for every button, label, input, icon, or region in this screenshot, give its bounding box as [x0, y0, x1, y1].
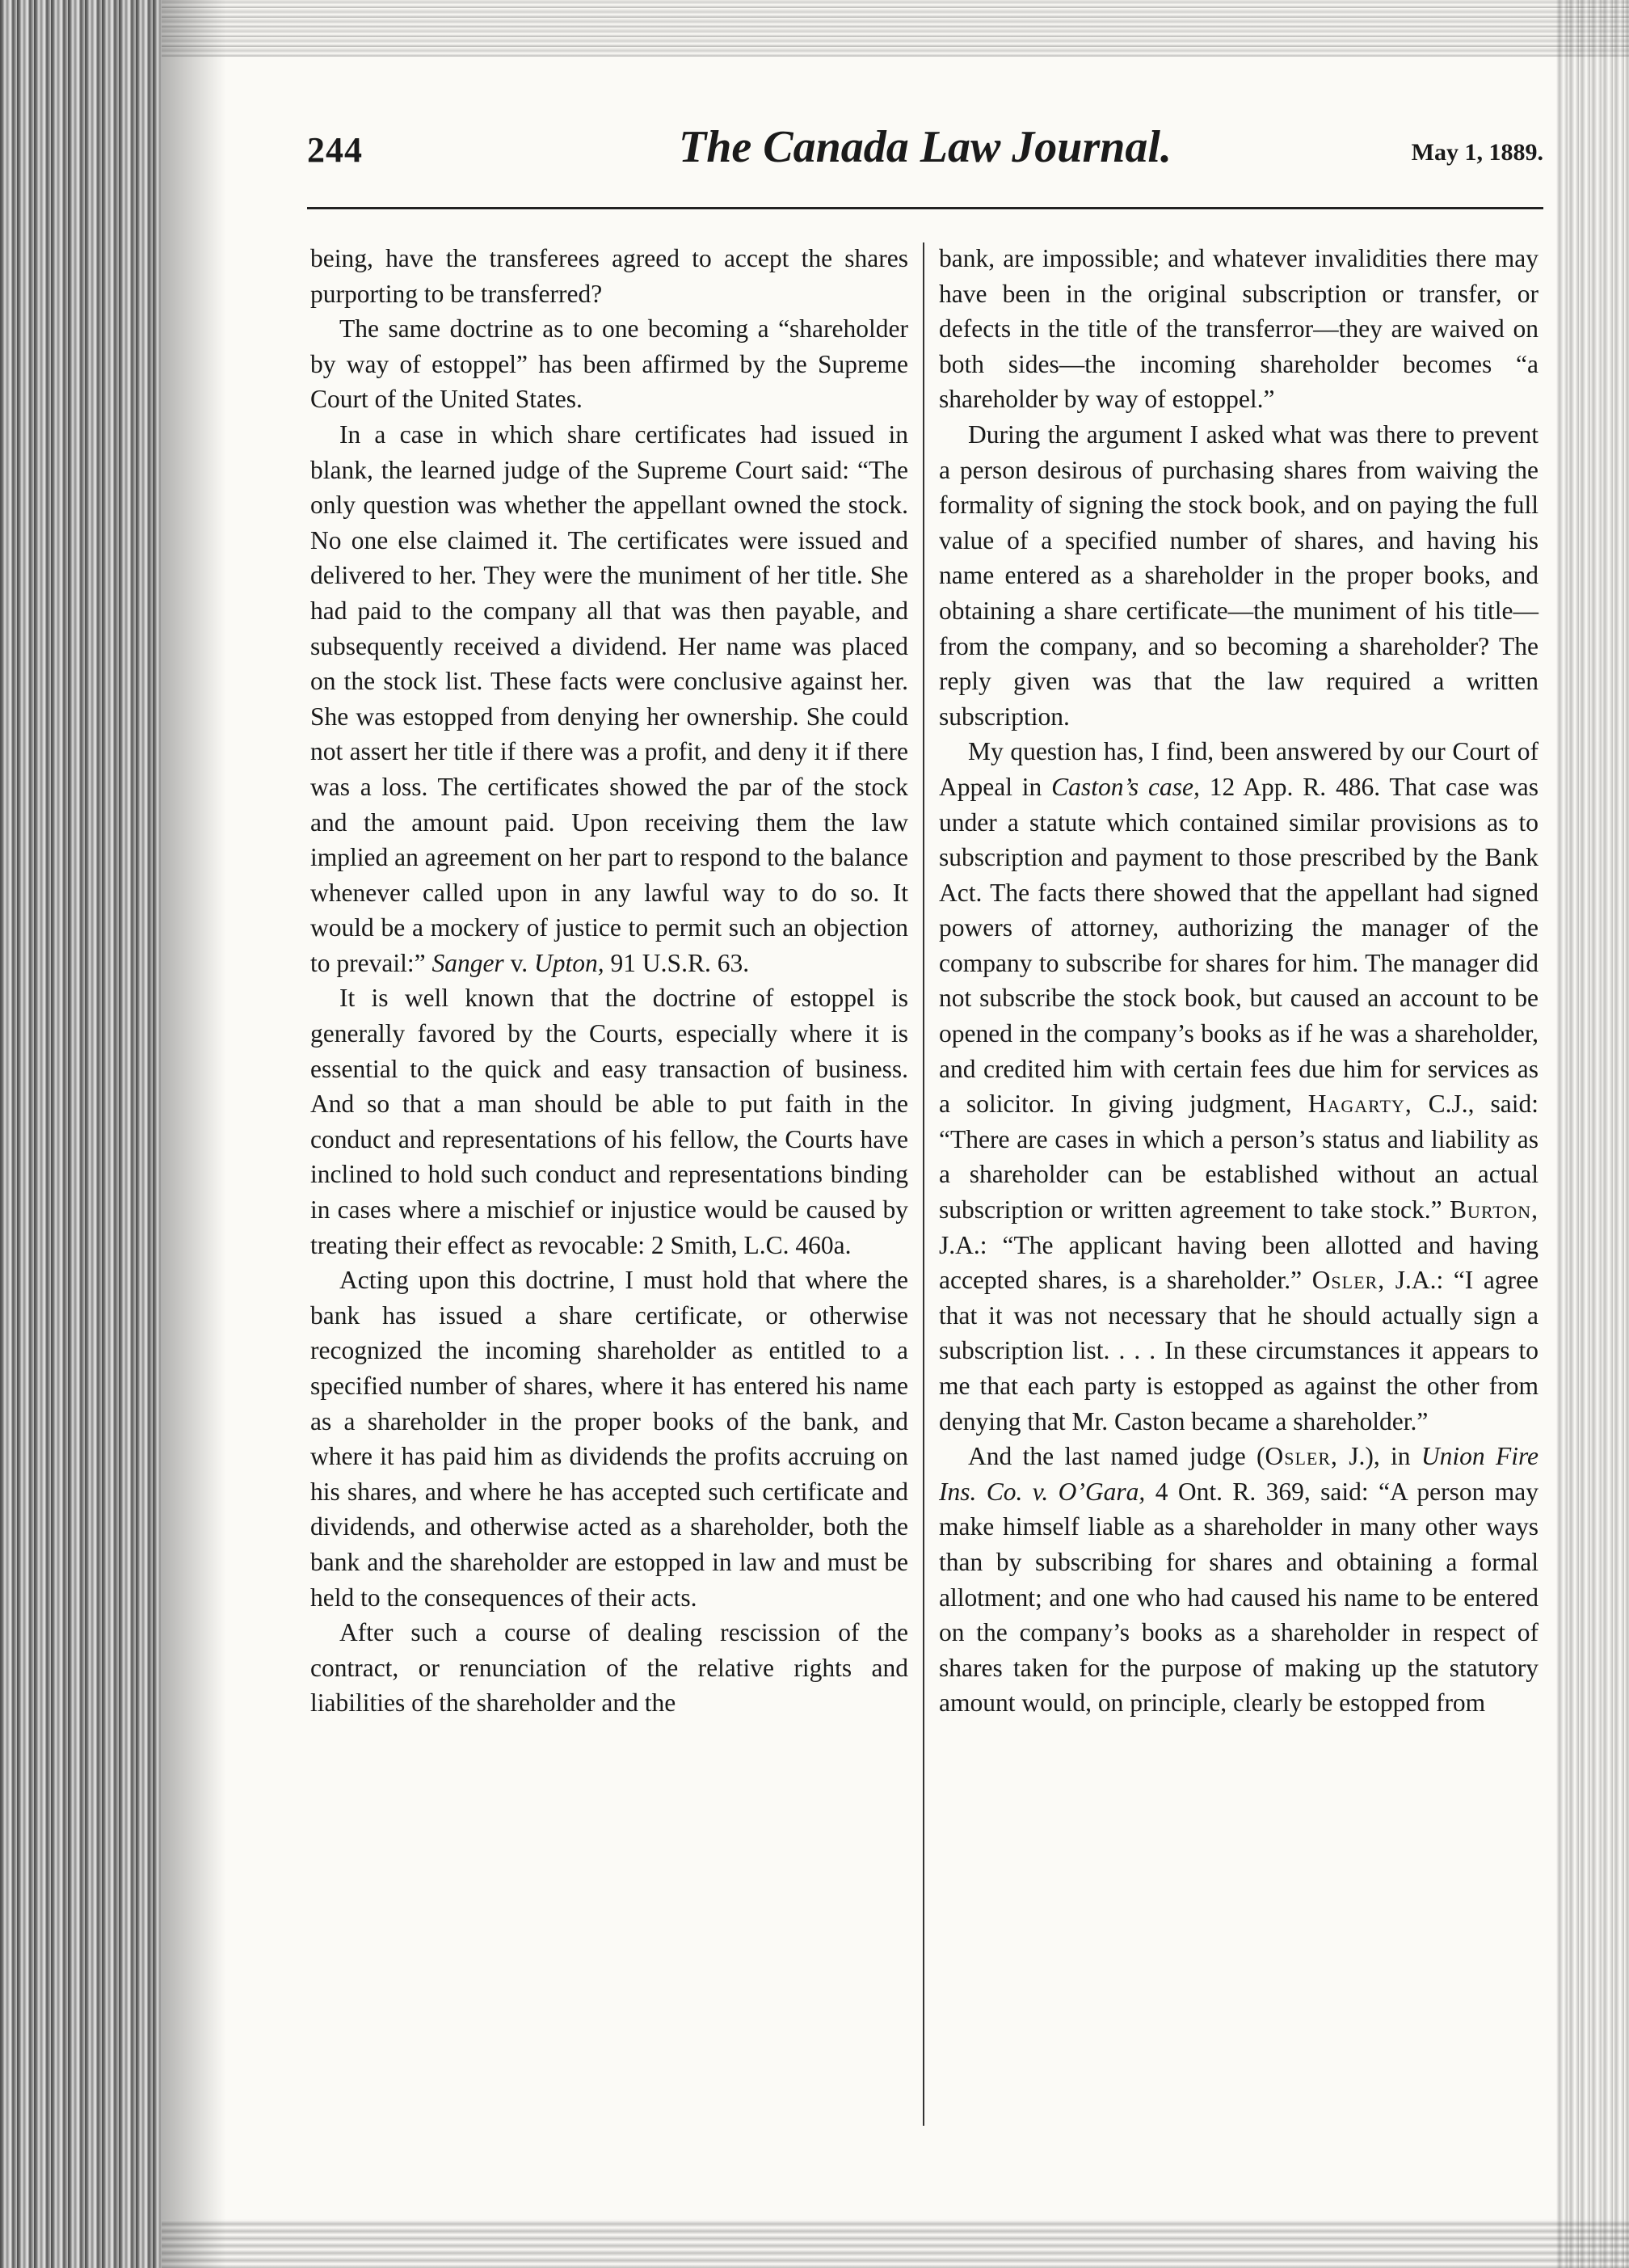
paragraph: After such a course of dealing rescission of the contract, or renunciation of the relative rights and liabilities of the shareholder and the — [310, 1618, 908, 1718]
paragraph: It is well known that the doctrine of estoppel is generally favored by the Courts, especially where it is essential to the quick and easy transaction of business. And so that a man should be able to put faith in the conduct and representations of his fellow, the Courts have inclined to hold such conduct and representations binding in cases where a mischief or injustice would be caused by treating their effect as revocable: 2 Smith, L.C. 460a. — [310, 984, 908, 1259]
paragraph — [939, 734, 1538, 1439]
right-column — [939, 241, 1538, 1721]
case-name: Union Fire Ins. Co. v. O’Gara, — [939, 1442, 1539, 1506]
paragraph: During the argument I asked what was there to prevent a person desirous of purchasing shares from waiving the formality of signing the stock book, and on paying the full value of a specified number of shares, and having his name entered as a shareholder in the proper books, and obtaining a share certificate—the muniment of his title—from the company, and so becoming a shareholder? The reply given was that the law required a written subscription. — [939, 419, 1538, 731]
text-run: J.), in — [1349, 1442, 1411, 1471]
paragraph — [939, 1439, 1538, 1721]
header-rule — [307, 207, 1543, 209]
scan-edge-top — [162, 0, 1629, 57]
text-run: C.J., said: “There are cases in which a person’s status and liability as a shareholder can be established without an actual subscription or written agreement to take stock.” — [939, 1090, 1538, 1225]
left-column — [310, 241, 908, 1721]
judge-name: Osler, — [1311, 1266, 1386, 1295]
scan-edge-bottom — [162, 2220, 1629, 2268]
judge-name: Burton, — [1450, 1195, 1538, 1225]
text-run: J.A.: “I agree that it was not necessary that he should actually sign a subscription list. . . . In these circumstances it appears to me that each party is estopped as against the other from denying that Mr. Caston became a shareholder.” — [939, 1266, 1539, 1435]
binding-edge-left — [0, 0, 162, 2268]
judge-name: Hagarty, — [1307, 1090, 1412, 1119]
citation: 91 U.S.R. 63. — [610, 948, 750, 977]
text-run: 4 Ont. R. 369, said: “A person may make himself liable as a shareholder in many other ways than by subscribing for shares and obtaining a formal allotment; and one who had caused his name to be entered on the company’s books as a shareholder in respect of shares taken for the purpose of making up the statutory amount would, on principle, clearly be estopped from — [939, 1477, 1538, 1718]
judge-name: Osler, — [1265, 1442, 1338, 1471]
paragraph: being, have the transferees agreed to accept the shares purporting to be transferred? — [310, 244, 908, 308]
case-name: Caston’s case, — [1051, 772, 1200, 801]
paragraph: The same doctrine as to one becoming a “shareholder by way of estoppel” has been affirmed by the Supreme Court of the United States. — [310, 314, 908, 414]
text-run: My question has, I find, been answered by our Court of Appeal in — [939, 737, 1538, 801]
case-name: Upton, — [534, 948, 604, 977]
text-run: And the last named judge ( — [968, 1442, 1265, 1471]
page-number: 244 — [307, 130, 363, 170]
text-run: J.A.: “The applicant having been allotted and having accepted shares, is a shareholder.” — [939, 1230, 1538, 1295]
paragraph — [310, 417, 908, 981]
paragraph: bank, are impossible; and whatever invalidities there may have been in the original subscription or transfer, or defects in the title of the transferror—they are waived on both sides—the incoming shareholder becomes “a shareholder by way of estoppel.” — [939, 244, 1538, 414]
versus: v. — [510, 948, 528, 977]
page-header — [307, 121, 1543, 194]
paragraph: Acting upon this doctrine, I must hold that where the bank has issued a share certificate, or otherwise recognized the incoming shareholder as entitled to a specified number of shares, where it has entered his name as a shareholder in the proper books of the bank, and where it has paid him as dividends the profits accruing on his shares, and where he has accepted such certificate and dividends, and otherwise acted as a shareholder, both the bank and the shareholder are estopped in law and must be held to the consequences of their acts. — [310, 1266, 908, 1612]
running-title: The Canada Law Journal. — [679, 122, 1172, 172]
text-run: 12 App. R. 486. That case was under a statute which contained similar provisions as to subscription and payment to those prescribed by the Bank Act. The facts there showed that the appellant had signed powers of attorney, authorizing the manager of the company to subscribe for shares for him. The manager did not subscribe the stock book, but caused an account to be opened in the company’s books as if he was a shareholder, and credited him with certain fees due him for services as a solicitor. In giving judgment, — [939, 772, 1539, 1119]
case-name: Sanger — [431, 948, 504, 977]
issue-date: May 1, 1889. — [1411, 139, 1543, 166]
quotation-text: In a case in which share certificates had issued in blank, the learned judge of the Supreme Court said: “The only question was whether the appellant owned the stock. No one else claimed it. The certificates were issued and delivered to her. They were the muniment of her title. She had paid to the company all that was then payable, and subsequently received a dividend. Her name was placed on the stock list. These facts were conclusive against her. She was estopped from denying her ownership. She could not assert her title if there was a profit, and deny it if there was a loss. The certificates showed the par of the stock and the amount paid. Upon receiving them the law implied an agreement on her part to respond to the balance whenever called upon in any lawful way to do so. It would be a mockery of justice to permit such an objection to prevail:” — [310, 419, 908, 977]
column-divider — [923, 242, 924, 2126]
binding-shadow — [162, 0, 226, 2268]
scan-edge-right — [1556, 0, 1629, 2268]
